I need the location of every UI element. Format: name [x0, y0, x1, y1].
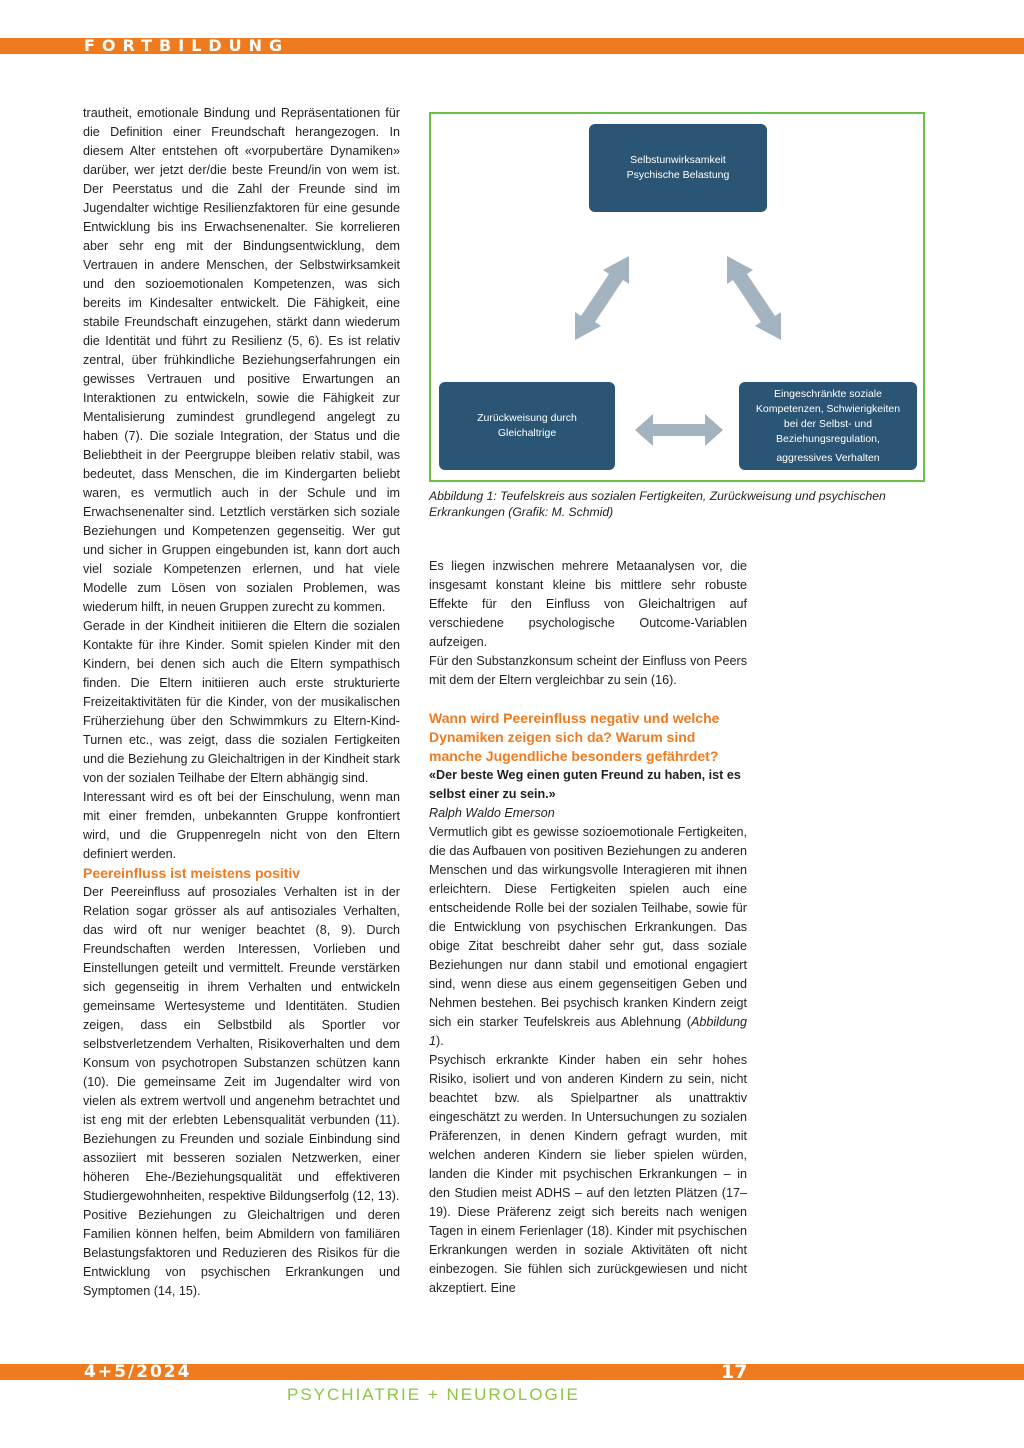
body-paragraph: Psychisch erkrankte Kinder haben ein sehr hohes Risiko, isoliert und von anderen Kindern zu sein, nicht beachtet bzw. als Spielpartner als unattraktiv eingeschätzt zu werden. In Untersuchungen zu sozialen Präferenzen, in denen Kindern gefragt wurden, mit welchen anderen Kindern sie lieber spielen würden, landen die Kinder mit psychischen Erkrankungen – in den Studien meist ADHS – auf den letzten Plätzen (17–19). Diese Präferenz zeigt sich bereits nach wenigen Tagen in einem Ferienlager (18). Kinder mit psychischen Erkrankungen werden in soziale Aktivitäten oft nicht einbezogen. Sie fühlen sich zurückgewiesen und nicht akzeptiert. Eine [429, 1053, 747, 1295]
figure-vicious-circle [429, 112, 925, 482]
node-text: Zurückweisung durch [477, 412, 577, 424]
body-paragraph: Gerade in der Kindheit initiieren die Eltern die sozialen Kontakte für ihre Kinder. Somit spielen Kinder mit den Kindern, bei denen sich auch die Eltern sympathisch finden. Die Eltern initiieren auch erste strukturierte Freizeitaktivitäten für die Kinder, von der musikalischen Früherziehung über den Schwimmkurs zu Eltern-Kind-Turnen etc., was zeigt, dass die sozialen Fertigkeiten und die Beziehung zu Gleichaltrigen in der Kindheit stark von der sozialen Teilhabe der Eltern abhängig sind. [83, 619, 400, 785]
text-run: ). [436, 1034, 444, 1048]
body-paragraph: Für den Substanzkonsum scheint der Einfluss von Peers mit dem der Eltern vergleichbar zu sein (16). [429, 654, 747, 687]
node-text: Selbstunwirksamkeit [630, 154, 726, 166]
body-paragraph: Interessant wird es oft bei der Einschulung, wenn man mit einer fremden, unbekannten Gruppe konfrontiert wird, und die Gruppenregeln nicht von den Eltern definiert werden. [83, 790, 400, 861]
page-number: 17 [721, 1361, 748, 1383]
node-text: Gleichaltrige [497, 427, 557, 439]
body-paragraph: Es liegen inzwischen mehrere Metaanalysen vor, die insgesamt konstant kleine bis mittlere sehr robuste Effekte für den Einfluss von Gleichaltrigen auf verschiedene psychologische Outcome-Variablen aufzeigen. [429, 559, 747, 649]
node-text: aggressives Verhalten [776, 451, 880, 464]
section-heading: Wann wird Peereinfluss negativ und welche Dynamiken zeigen sich da? Warum sind manche Jugendliche besonders gefährdet? [429, 710, 720, 764]
arrow-top-left [575, 256, 629, 340]
body-paragraph [429, 823, 747, 1051]
figure-reference: Abbildung 1 [429, 1015, 747, 1048]
quote-author: Ralph Waldo Emerson [429, 806, 555, 820]
section-label: FORTBILDUNG [84, 36, 290, 55]
issue-label: 4+5/2024 [84, 1362, 192, 1382]
left-column [83, 104, 400, 1301]
node-text: bei der Selbst- und [783, 417, 873, 430]
node-text: Beziehungsregulation, [776, 432, 880, 445]
node-text: Eingeschränkte soziale [774, 387, 882, 400]
arrow-bottom [635, 414, 723, 446]
figure-caption: Abbildung 1: Teufelskreis aus sozialen Fertigkeiten, Zurückweisung und psychischen Erkrankungen (Grafik: M. Schmid) [429, 489, 886, 519]
section-heading: Peereinfluss ist meistens positiv [83, 865, 301, 881]
body-paragraph: Positive Beziehungen zu Gleichaltrigen und deren Familien können helfen, beim Abmildern von familiären Belastungsfaktoren und Reduzieren des Risikos für die Entwicklung von psychischen Erkrankungen und Symptomen (14, 15). [83, 1208, 400, 1298]
journal-name: PSYCHIATRIE + NEUROLOGIE [287, 1385, 580, 1404]
quote: «Der beste Weg einen guten Freund zu haben, ist es selbst einer zu sein.» [429, 768, 741, 801]
node-self-inefficacy [589, 124, 767, 212]
text-run: Vermutlich gibt es gewisse sozioemotionale Fertigkeiten, die das Aufbauen von positiven Beziehungen zu anderen Menschen und das wirkungsvolle Interagieren mit ihnen erleichtern. Diese Fertigkeiten spielen auch eine entscheidende Rolle bei der sozialen Teilhabe, sowie für die Entwicklung von psychischen Erkrankungen. Das obige Zitat beschreibt daher sehr gut, dass soziale Beziehungen nur dann stabil und emotional engagiert sind, wenn diese aus einem gegenseitigen Geben und Nehmen bestehen. Bei psychisch kranken Kindern zeigt sich ein starker Teufelskreis aus Ablehnung ( [429, 825, 747, 1029]
node-text: Kompetenzen, Schwierigkeiten [755, 402, 901, 415]
body-paragraph: trautheit, emotionale Bindung und Repräsentationen für die Definition einer Freundschaft herangezogen. In diesem Alter entstehen oft «vorpubertäre Dynamiken» darüber, wer jetzt der/die beste Freund/in von wem ist. Der Peerstatus und die Zahl der Freunde sind im Jugendalter wichtige Resilienzfaktoren für eine gesunde Entwicklung bis ins Erwachsenenalter. Sie korrelieren aber sehr eng mit der Bindungsentwicklung, dem Vertrauen in andere Menschen, der Selbstwirksamkeit und den sozioemotionalen Kompetenzen, was sich bereits im Kindesalter entwickelt. Die Fähigkeit, eine stabile Freundschaft einzugehen, stärkt dann wiederum die Identität und führt zu Resilienz (5, 6). Es ist relativ zentral, über frühkindliche Beziehungserfahrungen ein gewisses Vertrauen und positive Erwartungen an Interaktionen zu entwickeln, sowie die Fähigkeit zur Mentalisierung zumindest grundlegend angelegt zu haben (7). Die soziale Integration, der Status und die Beliebtheit in der Peergruppe bleiben relativ stabil, was bedeutet, dass Menschen, die im Kindergarten beliebt waren, es vermutlich auch in der Schule und im Erwachsenenalter sind. Letztlich verstärken sich soziale Beziehungen und Kompetenzen gegenseitig. Wer gut und sicher in Gruppen eingebunden ist, kann dort auch viel soziale Kompetenzen erlernen, und hat viele Modelle zum Lösen von sozialen Problemen, was wiederum hilft, in neuen Gruppen zurecht zu kommen. [83, 106, 400, 614]
node-text: Psychische Belastung [626, 169, 730, 181]
node-limited-social-skills [739, 382, 917, 470]
body-paragraph: Der Peereinfluss auf prosoziales Verhalten ist in der Relation sogar grösser als auf antisoziales Verhalten, das wird oft nur weniger beachtet (8, 9). Durch Freundschaften werden Interessen, Vorlieben und Einstellungen geteilt und vermittelt. Freunde verstärken sich gegenseitig in ihrem Verhalten und entwickeln gemeinsame Wertesysteme und Identitäten. Studien zeigen, dass ein Selbstbild als Sportler vor selbstverletzendem Verhalten, Risikoverhalten und dem Konsum von psychotropen Substanzen schützen kann (10). Die gemeinsame Zeit im Jugendalter wird von vielen als extrem wertvoll und angenehm betrachtet und ist eng mit der erlebten Lebensqualität verbunden (11). Beziehungen zu Freunden und soziale Einbindung sind assoziiert mit besseren sozialen Netzwerken, einer höheren Ehe-/Beziehungsqualität und effektiveren Studiergewohnheiten, respektive Bildungserfolg (12, 13). [83, 885, 400, 1203]
arrow-top-right [727, 256, 781, 340]
right-column [429, 557, 747, 1298]
node-peer-rejection [439, 382, 615, 470]
